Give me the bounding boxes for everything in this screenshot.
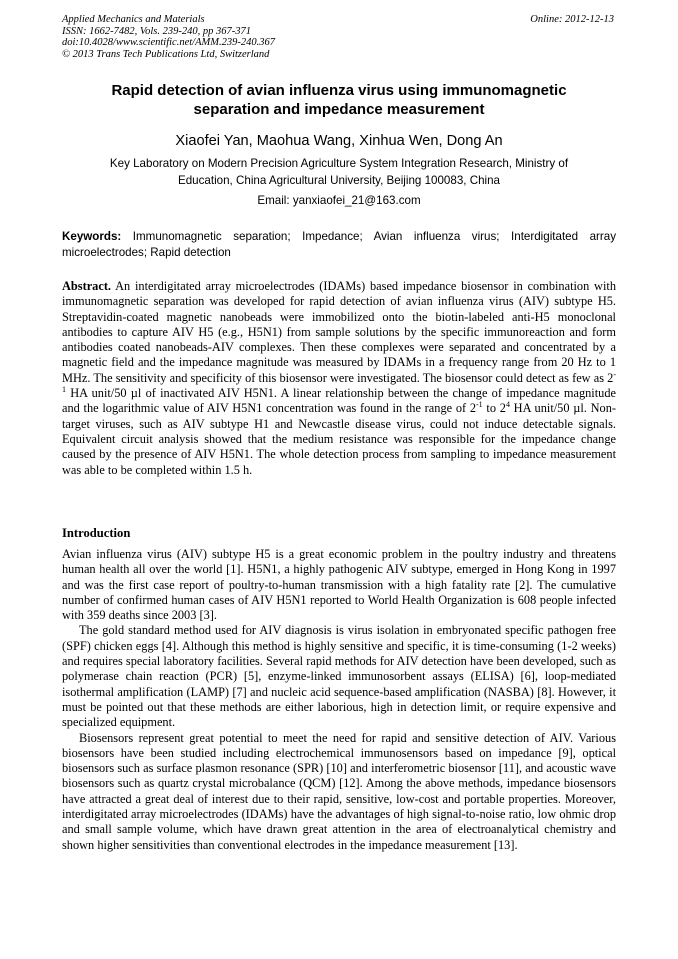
journal-header xyxy=(62,14,614,60)
affiliation-line-2: Education, China Agricultural University, Beijing 100083, China xyxy=(177,174,500,187)
paper-title xyxy=(62,81,616,119)
introduction-body xyxy=(62,547,616,853)
abstract-text-3: to 2 xyxy=(482,401,506,416)
intro-paragraph-3: Biosensors represent great potential to meet the need for rapid and sensitive detection of AIV. Various biosensors have been studied including electrochemical immunosensors based on impedance [9], optical biosensors such as surface plasmon resonance (SPR) [10] and interferometric biosensor [11], and acoustic wave biosensors such as quartz crystal microbalance (QCM) [12]. Among the above methods, impedance biosensors have attracted a great deal of interest due to their rapid, sensitive, low-cost and portable properties. Moreover, interdigitated array microelectrodes (IDAMs) have the advantages of high signal-to-noise ratio, low ohmic drop and small sample volume, which have drawn great attention in the area of electroanalytical chemistry and shown higher sensitivities than conventional electrodes in the impedance measurement [13]. xyxy=(62,730,616,852)
abstract-text-1: An interdigitated array microelectrodes (IDAMs) based impedance biosensor in combination with immunomagnetic separation was developed for rapid detection of avian influenza virus (AIV) subtype H5. Streptavidin-coated magnetic nanobeads were immobilized onto the biotin-labeled anti-H5 monoclonal antibodies to capture AIV H5 (e.g., H5N1) from sample solutions by the specific immunoreaction and form antibodies coated nanobeads-AIV complexes. Then these complexes were separated and concentrated by a magnetic field and the impedance magnitude was measured by IDAMs in a frequency range from 20 Hz to 1 MHz. The sensitivity and specificity of this biosensor were investigated. The biosensor could detect as few as 2 xyxy=(62,279,616,385)
journal-copyright: © 2013 Trans Tech Publications Ltd, Switzerland xyxy=(62,48,270,60)
paper-title-line-2: separation and impedance measurement xyxy=(193,101,485,118)
contact-email: Email: yanxiaofei_21@163.com xyxy=(257,194,421,207)
abstract-text-2: HA unit/50 µl of inactivated AIV H5N1. A linear relationship between the change of impedance magnitude and the logarithmic value of AIV H5N1 concentration was found in the range of 2 xyxy=(62,386,616,416)
keywords-text: Immunomagnetic separation; Impedance; Avian influenza virus; Interdigitated array microelectrodes; Rapid detection xyxy=(62,230,616,259)
intro-paragraph-2: The gold standard method used for AIV diagnosis is virus isolation in embryonated specific pathogen free (SPF) chicken eggs [4]. Although this method is highly sensitive and specific, it is time-consuming (1-2 weeks) and requires special laboratory facilities. Several rapid methods for AIV detection have been developed, such as polymerase chain reaction (PCR) [5], enzyme-linked immunosorbent assays (ELISA) [6], loop-mediated isothermal amplification (LAMP) [7] and nucleic acid sequence-based amplification (NASBA) [8]. However, it must be pointed out that these methods are either laborious, high in detection limit, or require expensive and specialized equipment. xyxy=(62,623,616,730)
journal-issn: ISSN: 1662-7482, Vols. 239-240, pp 367-371 xyxy=(62,25,251,37)
journal-doi: doi:10.4028/www.scientific.net/AMM.239-240.367 xyxy=(62,37,275,49)
affiliation-line-1: Key Laboratory on Modern Precision Agriculture System Integration Research, Ministry of xyxy=(109,157,569,170)
abstract-label: Abstract. xyxy=(62,279,112,293)
keywords-block xyxy=(62,229,616,260)
online-date: Online: 2012-12-13 xyxy=(530,14,614,25)
intro-paragraph-1: Avian influenza virus (AIV) subtype H5 is a great economic problem in the poultry industry and threatens human health all over the world [1]. H5N1, a highly pathogenic AIV subtype, emerged in Hong Kong in 1997 and was the first case report of poultry-to-human transmission with a high fatality rate [2]. The cumulative number of confirmed human cases of AIV H5N1 reported to World Health Organization is 608 people infected with 359 deaths since 2003 [3]. xyxy=(62,547,616,623)
journal-name: Applied Mechanics and Materials xyxy=(62,14,205,25)
abstract-sup-2: -1 xyxy=(476,400,483,410)
affiliation xyxy=(62,155,616,189)
abstract-sup-1: -1 xyxy=(62,369,616,395)
abstract-block xyxy=(62,279,616,478)
paper-title-line-1: Rapid detection of avian influenza virus using immunomagnetic xyxy=(111,82,567,99)
abstract-sup-3: 4 xyxy=(505,400,510,410)
abstract-text-4: HA unit/50 µl. Non-target viruses, such as AIV subtype H1 and Newcastle disease virus, could not induce detectable signals. Equivalent circuit analysis showed that the medium resistance was responsible for the impedance change caused by the presence of AIV H5N1. The whole detection process from sampling to impedance measurement was able to be completed within 1.5 h. xyxy=(62,401,616,477)
author-list: Xiaofei Yan, Maohua Wang, Xinhua Wen, Dong An xyxy=(175,133,503,149)
section-heading-introduction: Introduction xyxy=(62,526,131,540)
keywords-label: Keywords: xyxy=(62,230,122,243)
